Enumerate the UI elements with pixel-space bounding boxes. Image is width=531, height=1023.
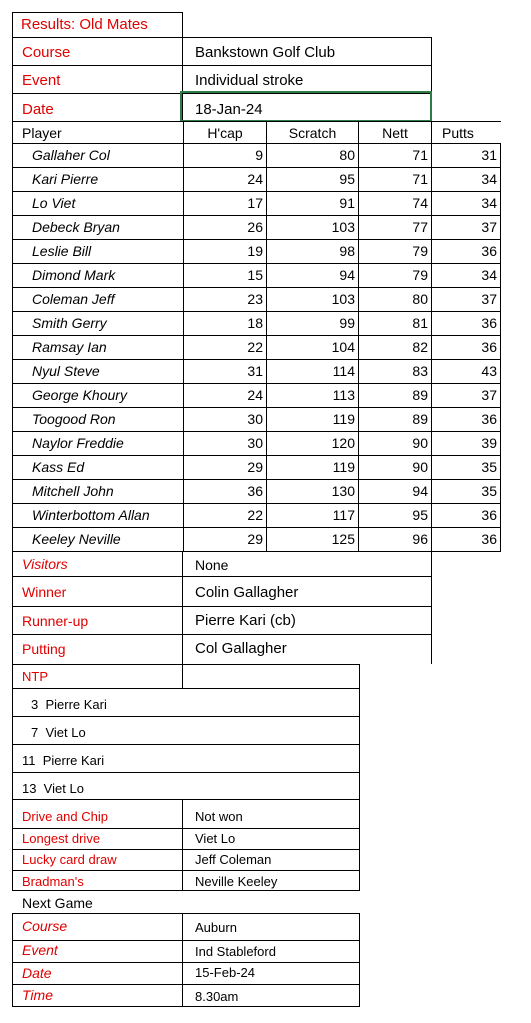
ntp-label: NTP — [22, 669, 48, 684]
player-name[interactable]: Debeck Bryan — [32, 219, 120, 235]
hcap-value[interactable]: 29 — [247, 459, 263, 475]
hcap-value[interactable]: 29 — [247, 531, 263, 547]
nett-value[interactable]: 79 — [412, 243, 428, 259]
nett-value[interactable]: 83 — [412, 363, 428, 379]
hcap-value[interactable]: 17 — [247, 195, 263, 211]
player-name[interactable]: Toogood Ron — [32, 411, 116, 427]
hcap-value[interactable]: 24 — [247, 387, 263, 403]
nett-value[interactable]: 90 — [412, 435, 428, 451]
player-name[interactable]: Nyul Steve — [32, 363, 100, 379]
scratch-value[interactable]: 95 — [339, 171, 355, 187]
scratch-value[interactable]: 130 — [331, 483, 355, 499]
longest-drive-label: Longest drive — [22, 831, 101, 846]
putts-value[interactable]: 35 — [481, 483, 497, 499]
scratch-value[interactable]: 104 — [331, 339, 355, 355]
scratch-value[interactable]: 80 — [339, 147, 355, 163]
putts-value[interactable]: 36 — [481, 531, 497, 547]
row-divider — [12, 431, 501, 432]
putts-value[interactable]: 34 — [481, 267, 497, 283]
divider — [12, 940, 360, 941]
row-divider — [12, 311, 501, 312]
visitors-label: Visitors — [22, 556, 68, 572]
date-value[interactable]: 18-Jan-24 — [195, 101, 263, 118]
nett-value[interactable]: 71 — [412, 171, 428, 187]
scratch-value[interactable]: 125 — [331, 531, 355, 547]
hcap-value[interactable]: 15 — [247, 267, 263, 283]
next-date-label: Date — [22, 965, 52, 981]
nett-value[interactable]: 94 — [412, 483, 428, 499]
row-divider — [12, 191, 501, 192]
hcap-value[interactable]: 18 — [247, 315, 263, 331]
course-label: Course — [22, 44, 71, 61]
column-header-nett: Nett — [382, 125, 408, 141]
scratch-value[interactable]: 113 — [332, 387, 355, 403]
scratch-value[interactable]: 103 — [331, 219, 355, 235]
row-divider — [12, 239, 501, 240]
column-header-hcap: H'cap — [207, 125, 243, 141]
ntp-item: 13 Viet Lo — [22, 781, 84, 796]
divider — [12, 984, 360, 985]
divider — [12, 849, 360, 850]
divider — [12, 744, 360, 745]
player-name[interactable]: Winterbottom Allan — [32, 507, 150, 523]
player-name[interactable]: Coleman Jeff — [32, 291, 115, 307]
player-name[interactable]: Naylor Freddie — [32, 435, 124, 451]
column-header-scratch: Scratch — [288, 125, 337, 141]
putts-value[interactable]: 37 — [481, 291, 497, 307]
lucky-card-draw-value[interactable]: Jeff Coleman — [195, 852, 272, 867]
row-divider — [12, 335, 501, 336]
scratch-value[interactable]: 114 — [332, 363, 355, 379]
scratch-value[interactable]: 119 — [332, 459, 355, 475]
next-event-label: Event — [22, 942, 58, 958]
course-value[interactable]: Bankstown Golf Club — [195, 44, 336, 61]
player-name[interactable]: Keeley Neville — [32, 531, 121, 547]
nett-value[interactable]: 90 — [412, 459, 428, 475]
next-course-label: Course — [22, 918, 68, 934]
putting-label: Putting — [22, 641, 66, 657]
row-divider — [12, 383, 501, 384]
nett-value[interactable]: 79 — [412, 267, 428, 283]
ntp-item: 3 Pierre Kari — [31, 697, 107, 712]
bradmans-label: Bradman's — [22, 874, 84, 889]
nett-value[interactable]: 96 — [412, 531, 428, 547]
player-name[interactable]: Leslie Bill — [32, 243, 92, 259]
row-divider — [12, 167, 501, 168]
winner-label: Winner — [22, 584, 67, 600]
next-time-label: Time — [22, 987, 53, 1003]
hcap-value[interactable]: 24 — [247, 171, 263, 187]
row-divider — [12, 215, 501, 216]
scratch-value[interactable]: 119 — [332, 411, 355, 427]
player-name[interactable]: Ramsay Ian — [32, 339, 107, 355]
row-divider — [12, 455, 501, 456]
row-divider — [12, 527, 501, 528]
longest-drive-value[interactable]: Viet Lo — [195, 831, 236, 846]
player-name[interactable]: Gallaher Col — [32, 147, 110, 163]
player-name[interactable]: Mitchell John — [32, 483, 114, 499]
row-divider — [12, 263, 501, 264]
ntp-item: 11 Pierre Kari — [22, 753, 105, 768]
scratch-value[interactable]: 91 — [339, 195, 355, 211]
row-divider — [12, 479, 501, 480]
divider — [12, 772, 360, 773]
row-divider — [12, 143, 501, 144]
hcap-value[interactable]: 22 — [247, 507, 263, 523]
putts-value[interactable]: 36 — [481, 339, 497, 355]
next-date-value[interactable]: 15-Feb-24 — [195, 965, 255, 980]
hcap-value[interactable]: 26 — [247, 219, 263, 235]
hcap-value[interactable]: 36 — [247, 483, 263, 499]
nett-value[interactable]: 89 — [412, 387, 428, 403]
player-name[interactable]: Smith Gerry — [32, 315, 107, 331]
scratch-value[interactable]: 99 — [339, 315, 355, 331]
scratch-value[interactable]: 103 — [331, 291, 355, 307]
scratch-value[interactable]: 120 — [331, 435, 355, 451]
divider — [12, 65, 432, 66]
row-divider — [12, 407, 501, 408]
putts-value[interactable]: 36 — [481, 243, 497, 259]
visitors-value[interactable]: None — [195, 557, 229, 573]
putting-value[interactable]: Col Gallagher — [195, 640, 287, 657]
drive-and-chip-label: Drive and Chip — [22, 809, 108, 824]
divider — [12, 576, 432, 577]
divider — [12, 962, 360, 963]
putts-value[interactable]: 34 — [481, 171, 497, 187]
nett-value[interactable]: 95 — [412, 507, 428, 523]
next-course-value[interactable]: Auburn — [195, 920, 237, 935]
selected-cell-highlight — [180, 91, 432, 122]
next-game-heading: Next Game — [22, 895, 93, 911]
hcap-value[interactable]: 23 — [247, 291, 263, 307]
ntp-value-cell[interactable] — [182, 664, 360, 688]
divider — [12, 634, 432, 635]
putts-value[interactable]: 36 — [481, 507, 497, 523]
divider — [12, 828, 360, 829]
nett-value[interactable]: 77 — [412, 219, 428, 235]
row-divider — [12, 503, 501, 504]
divider — [12, 870, 360, 871]
putts-value[interactable]: 35 — [481, 459, 497, 475]
winner-value[interactable]: Colin Gallagher — [195, 584, 299, 601]
next-event-value[interactable]: Ind Stableford — [195, 944, 276, 959]
putts-value[interactable]: 37 — [481, 387, 497, 403]
hcap-value[interactable]: 31 — [247, 363, 263, 379]
divider — [12, 606, 432, 607]
hcap-value[interactable]: 9 — [255, 147, 263, 163]
player-name[interactable]: Dimond Mark — [32, 267, 116, 283]
runner-up-label: Runner-up — [22, 613, 89, 629]
ntp-item: 7 Viet Lo — [31, 725, 86, 740]
row-divider — [12, 359, 501, 360]
putts-value[interactable]: 43 — [481, 363, 497, 379]
putts-value[interactable]: 36 — [481, 411, 497, 427]
player-name[interactable]: Kass Ed — [32, 459, 85, 475]
bradmans-value[interactable]: Neville Keeley — [195, 874, 278, 889]
column-divider — [500, 143, 501, 552]
hcap-value[interactable]: 22 — [247, 339, 263, 355]
scratch-value[interactable]: 94 — [339, 267, 355, 283]
nett-value[interactable]: 82 — [412, 339, 428, 355]
scratch-value[interactable]: 117 — [332, 507, 355, 523]
player-name[interactable]: Lo Viet — [32, 195, 76, 211]
event-label: Event — [22, 72, 61, 89]
column-header-putts: Putts — [442, 125, 474, 141]
putts-value[interactable]: 39 — [481, 435, 497, 451]
event-value[interactable]: Individual stroke — [195, 72, 304, 89]
nett-value[interactable]: 89 — [412, 411, 428, 427]
divider — [12, 716, 360, 717]
hcap-value[interactable]: 30 — [247, 411, 263, 427]
runner-up-value[interactable]: Pierre Kari (cb) — [195, 612, 296, 629]
row-divider — [12, 287, 501, 288]
page-title: Results: Old Mates — [21, 16, 148, 33]
nett-value[interactable]: 74 — [412, 195, 428, 211]
nett-value[interactable]: 81 — [412, 315, 428, 331]
nett-value[interactable]: 80 — [412, 291, 428, 307]
hcap-value[interactable]: 30 — [247, 435, 263, 451]
hcap-value[interactable]: 19 — [247, 243, 263, 259]
player-name[interactable]: Kari Pierre — [32, 171, 99, 187]
nett-value[interactable]: 71 — [412, 147, 428, 163]
drive-and-chip-value[interactable]: Not won — [195, 809, 243, 824]
column-header-player: Player — [22, 125, 62, 141]
date-label: Date — [22, 101, 54, 118]
putts-value[interactable]: 34 — [481, 195, 497, 211]
scratch-value[interactable]: 98 — [339, 243, 355, 259]
lucky-card-draw-label: Lucky card draw — [22, 852, 117, 867]
putts-value[interactable]: 31 — [481, 147, 497, 163]
player-name[interactable]: George Khoury — [32, 387, 127, 403]
putts-value[interactable]: 37 — [481, 219, 497, 235]
putts-value[interactable]: 36 — [481, 315, 497, 331]
next-time-value[interactable]: 8.30am — [195, 989, 239, 1004]
